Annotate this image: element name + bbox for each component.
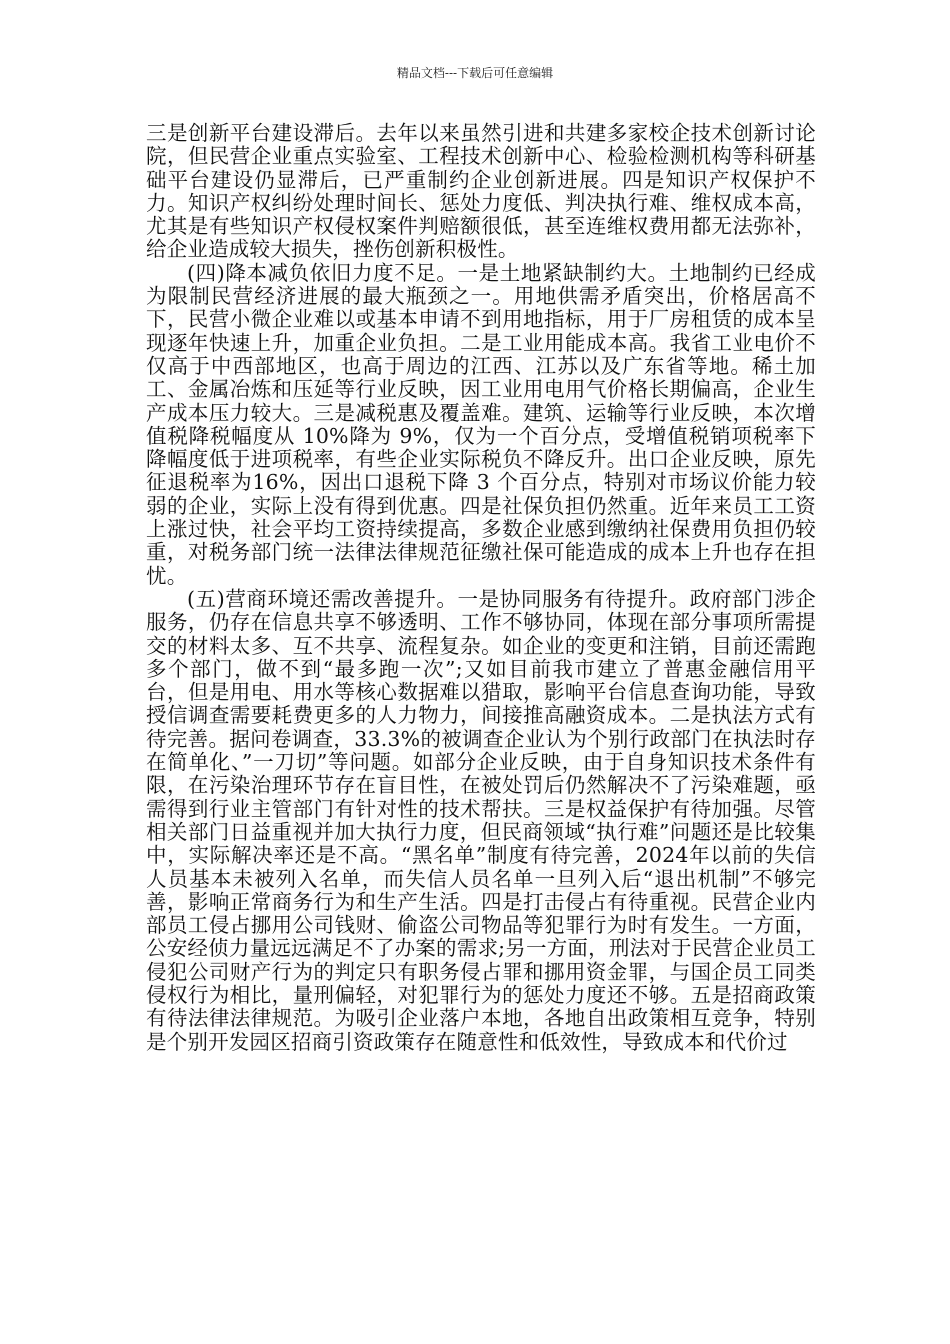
document-body bbox=[146, 122, 816, 1054]
paragraph-business-environment: (五)营商环境还需改善提升。一是协同服务有待提升。政府部门涉企服务，仍存在信息共享不够透明、工作不够协同，体现在部分事项所需提交的材料太多、互不共享、流程复杂。如企业的变更和注销，目前还需跑多个部门，做不到“最多跑一次”;又如目前我市建立了普惠金融信用平台，但是用电、用水等核心数据难以猎取，影响平台信息查询功能，导致授信调查需要耗费更多的人力物力，间接推高融资成本。二是执法方式有待完善。据问卷调查，33.3%的被调查企业认为个别行政部门在执法时存在简单化、”一刀切”等问题。如部分企业反映，由于自身知识技术条件有限，在污染治理环节存在盲目性，在被处罚后仍然解决不了污染难题，亟需得到行业主管部门有针对性的技术帮扶。三是权益保护有待加强。尽管相关部门日益重视并加大执行力度，但民商领域“执行难”问题还是比较集中，实际解决率还是不高。“黑名单”制度有待完善，2024年以前的失信人员基本未被列入名单，而失信人员名单一旦列入后“退出机制”不够完善，影响正常商务行为和生产生活。四是打击侵占有待重视。民营企业内部员工侵占挪用公司钱财、偷盗公司物品等犯罪行为时有发生。一方面，公安经侦力量远远满足不了办案的需求;另一方面，刑法对于民营企业员工侵犯公司财产行为的判定只有职务侵占罪和挪用资金罪，与国企员工同类侵权行为相比，量刑偏轻，对犯罪行为的惩处力度还不够。五是招商政策有待法律法律规范。为吸引企业落户本地，各地自出政策相互竞争，特别是个别开发园区招商引资政策存在随意性和低效性，导致成本和代价过 bbox=[146, 586, 816, 1054]
paragraph-cost-reduction: (四)降本减负依旧力度不足。一是土地紧缺制约大。土地制约已经成为限制民营经济进展的最大瓶颈之一。用地供需矛盾突出，价格居高不下，民营小微企业难以或基本申请不到用地指标，用于厂房租赁的成本呈现逐年快速上升，加重企业负担。二是工业用能成本高。我省工业电价不仅高于中西部地区，也高于周边的江西、江苏以及广东省等地。稀土加工、金属冶炼和压延等行业反映，因工业用电用气价格长期偏高，企业生产成本压力较大。三是减税惠及覆盖难。建筑、运输等行业反映，本次增值税降税幅度从 10%降为 9%，仅为一个百分点，受增值税销项税率下降幅度低于进项税率，有些企业实际税负不降反升。出口企业反映，原先征退税率为16%，因出口退税下降 3 个百分点，特别对市场议价能力较弱的企业，实际上没有得到优惠。四是社保负担仍然重。近年来员工工资上涨过快，社会平均工资持续提高，多数企业感到缴纳社保费用负担仍较重，对税务部门统一法律法律规范征缴社保可能造成的成本上升也存在担忧。 bbox=[146, 260, 816, 588]
page-header: 精品文档---下载后可任意编辑 bbox=[396, 66, 554, 80]
paragraph-innovation-platform: 三是创新平台建设滞后。去年以来虽然引进和共建多家校企技术创新讨论院，但民营企业重点实验室、工程技术创新中心、检验检测机构等科研基础平台建设仍显滞后，已严重制约企业创新进展。四是知识产权保护不力。知识产权纠纷处理时间长、惩处力度低、判决执行难、维权成本高，尤其是有些知识产权侵权案件判赔额很低，甚至连维权费用都无法弥补，给企业造成较大损失，挫伤创新积极性。 bbox=[146, 121, 816, 262]
